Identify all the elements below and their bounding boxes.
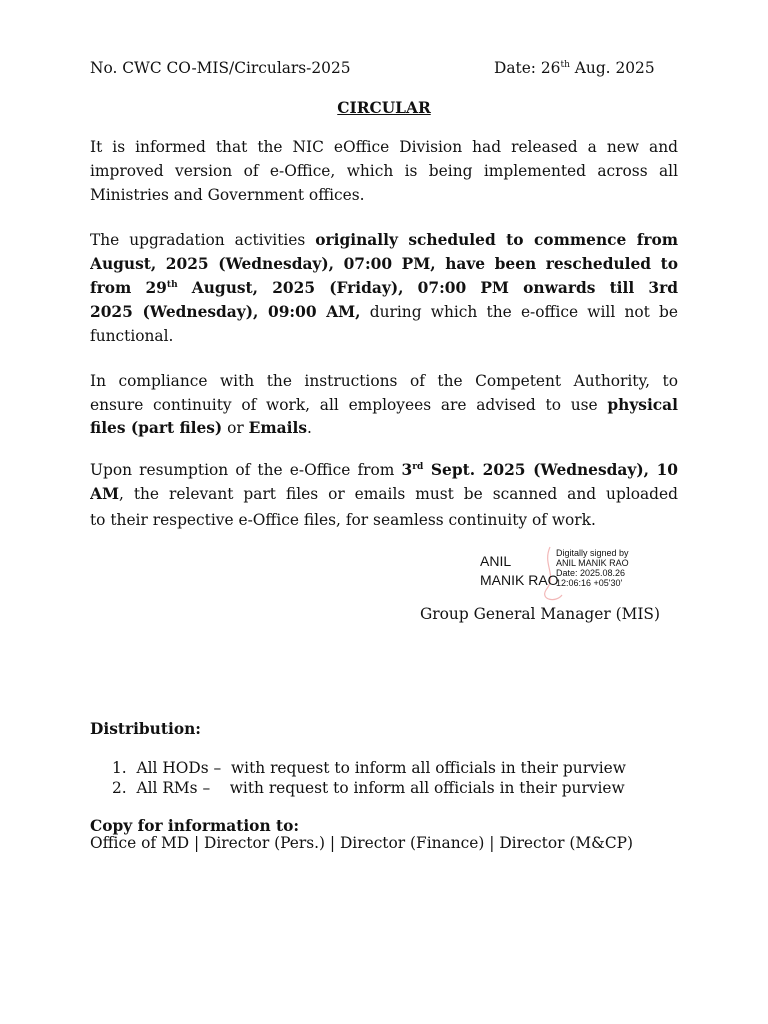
- distribution-heading: Distribution:: [90, 720, 201, 738]
- page-title: CIRCULAR: [337, 99, 431, 117]
- list-item: 1. All HODs – with request to inform all officials in their purview: [112, 759, 626, 777]
- header-date: Date: 26th Aug. 2025: [494, 59, 655, 77]
- designation: Group General Manager (MIS): [420, 605, 660, 623]
- copy-recipients: Office of MD | Director (Pers.) | Director (Finance) | Director (M&CP): [90, 834, 633, 852]
- circular-document: No. CWC CO-MIS/Circulars-2025 Date: 26th Aug. 2025 CIRCULAR It is informed that the NIC eOffice Division had released a new and improved version of e-Office, which is being implemented across all Ministries and Government offices. The upgradation activities originally scheduled to commence from August, 2025 (Wednesday), 07:00 PM, have been rescheduled to from 29th August, 2025 (Friday), 07:00 PM onwards till 3rd 2025 (Wednesday), 09:00 AM, during which the e-office will not be functional. In compliance with the instructions of the Competent Authority, to ensure continuity of work, all employees are advised to use physical files (part files) or Emails. Upon resumption of the e-Office from 3rd Sept. 2025 (Wednesday), 10 AM, the relevant part files or emails must be scanned and uploaded to their respective e-Office files, for seamless continuity of work. ANIL MANIK RAO Digitally signed by ANIL MANIK RAO Date: 2025.08.26 12:06:16 +05'30' Group General Manager (MIS) Distribution: 1. All HODs – with request to inform all officials in their purview 2. All RMs – with request to inform all officials in their purview Copy for information to: Office of MD | Director (Pers.) | Director (Finance) | Director (M&CP): [0, 0, 768, 1024]
- list-item: 2. All RMs – with request to inform all officials in their purview: [112, 779, 625, 797]
- reference-number: No. CWC CO-MIS/Circulars-2025: [90, 59, 351, 77]
- copy-heading: Copy for information to:: [90, 817, 300, 835]
